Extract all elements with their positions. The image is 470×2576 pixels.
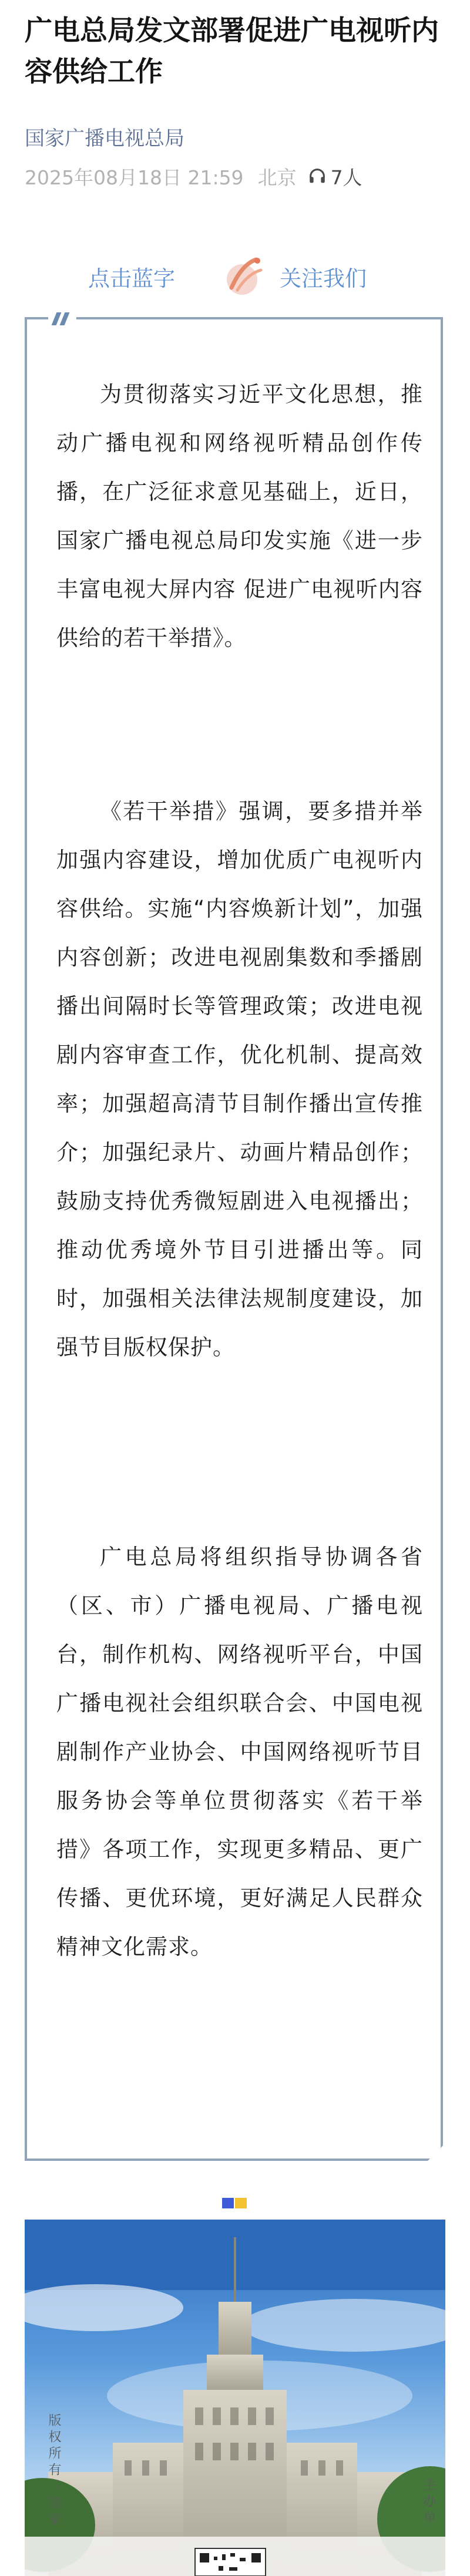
follow-banner[interactable] (88, 247, 394, 305)
body-paragraph-3: 广电总局将组织指导协调各省（区、市）广播电视局、广播电视台，制作机构、网络视听平台，中国广播电视社会组织联合会、中国电视剧制作产业协会、中国网络视听节目服务协会等单位贯彻落实《若干举措》各项工作，实现更多精品、更广传播、更优环境，更好满足人民群众精神文化需求。 (56, 1544, 423, 1959)
follow-left-text: 点击蓝字 (88, 266, 175, 291)
corner-fold-icon (428, 2146, 443, 2161)
listen-button[interactable] (307, 163, 362, 190)
body-paragraph-1: 为贯彻落实习近平文化思想，推动广播电视和网络视听精品创作传播，在广泛征求意见基础上，近日，国家广播电视总局印发实施《进一步丰富电视大屏内容 促进广电视听内容供给的若干举措》。 (56, 382, 423, 651)
headphones-icon (307, 166, 327, 186)
listener-count: 7人 (330, 166, 362, 189)
copyright-caption: 版权所有：国家 (46, 2413, 61, 2528)
section-divider-icon (222, 2198, 248, 2208)
brand-logo-icon (214, 247, 273, 305)
building-illustration (25, 2220, 445, 2576)
body-paragraph-2: 《若干举措》强调，要多措并举加强内容建设，增加优质广电视听内容供给。实施“内容焕新计划”，加强内容创新；改进电视剧集数和季播剧播出间隔时长等管理政策；改进电视剧内容审查工作，优化机制、提高效率；加强超高清节目制作播出宣传推介；加强纪录片、动画片精品创作；鼓励支持优秀微短剧进入电视播出；推动优秀境外节目引进播出等。同时，加强相关法律法规制度建设，加强节目版权保护。 (56, 799, 423, 1360)
article-meta (25, 163, 362, 189)
publish-datetime: 2025年08月18日 21:59 (25, 166, 244, 189)
sponsor-caption: 主办单 (421, 2478, 436, 2527)
article-title: 广电总局发文部署促进广电视听内容供给工作 (25, 15, 439, 88)
quote-mark-icon (48, 311, 76, 325)
account-name-link[interactable]: 国家广播电视总局 (25, 127, 184, 150)
publish-location: 北京 (257, 166, 297, 189)
follow-right-text: 关注我们 (280, 266, 367, 291)
footer-building-image (25, 2220, 445, 2576)
